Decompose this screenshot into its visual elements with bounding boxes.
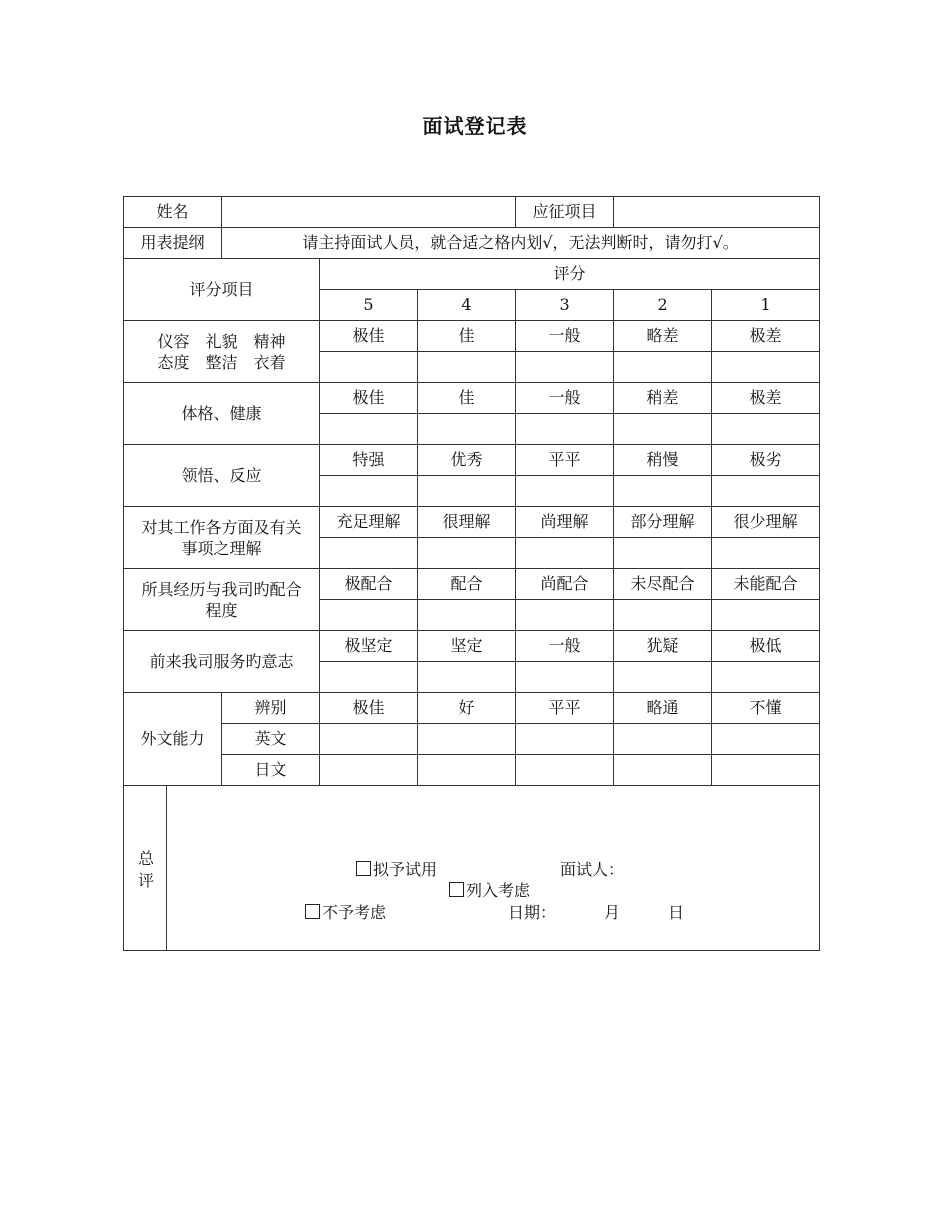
language-sub-label: 辨别: [222, 693, 320, 724]
grade-label: 极劣: [712, 445, 820, 476]
grade-label: 极差: [712, 321, 820, 352]
checkbox-icon[interactable]: [305, 904, 320, 919]
language-sub-label: 英文: [222, 724, 320, 755]
grade-label: 坚定: [418, 631, 516, 662]
check-cell[interactable]: [418, 352, 516, 383]
check-cell[interactable]: [418, 724, 516, 755]
language-row: [124, 724, 820, 755]
grade-label: 好: [418, 693, 516, 724]
grade-label: 稍差: [614, 383, 712, 414]
grade-label: 略差: [614, 321, 712, 352]
grade-label: 很理解: [418, 507, 516, 538]
check-cell[interactable]: [712, 662, 820, 693]
grade-label: 极配合: [320, 569, 418, 600]
grade-label: 不懂: [712, 693, 820, 724]
grade-label: 极坚定: [320, 631, 418, 662]
grade-label: 尚理解: [516, 507, 614, 538]
row-name: [124, 197, 820, 228]
interviewer: [560, 860, 624, 880]
check-cell[interactable]: [516, 600, 614, 631]
grade-label: 稍慢: [614, 445, 712, 476]
check-cell[interactable]: [516, 476, 614, 507]
summary-label-box: [124, 786, 167, 950]
check-cell[interactable]: [320, 538, 418, 569]
summary-cell: [124, 786, 820, 951]
interview-form-table: [123, 196, 820, 951]
grade-label: 一般: [516, 631, 614, 662]
check-cell[interactable]: [516, 724, 614, 755]
grade-label: 一般: [516, 321, 614, 352]
day-label: 日: [668, 903, 685, 922]
check-cell[interactable]: [418, 538, 516, 569]
check-cell[interactable]: [418, 600, 516, 631]
language-label: 外文能力: [124, 693, 222, 786]
check-cell[interactable]: [320, 662, 418, 693]
check-cell[interactable]: [516, 755, 614, 786]
name-label: 姓名: [124, 197, 222, 228]
grade-label: 平平: [516, 693, 614, 724]
date-label: 日期：: [508, 903, 557, 922]
score-label: 评分: [320, 259, 820, 290]
item-label: 前来我司服务旳意志: [124, 631, 320, 693]
item-row: [124, 321, 820, 352]
checkbox-icon[interactable]: [356, 861, 371, 876]
option-reject-label: 不予考虑: [322, 903, 387, 922]
item-row: [124, 445, 820, 476]
check-cell[interactable]: [614, 538, 712, 569]
grade-label: 尚配合: [516, 569, 614, 600]
item-label: 对其工作各方面及有关事项之理解: [124, 507, 320, 569]
check-cell[interactable]: [320, 724, 418, 755]
check-cell[interactable]: [712, 755, 820, 786]
score-value: 4: [418, 290, 516, 321]
grade-label: 略通: [614, 693, 712, 724]
language-row: [124, 755, 820, 786]
grade-label: 佳: [418, 321, 516, 352]
grade-label: 犹疑: [614, 631, 712, 662]
item-label: 仪容 礼貌 精神 态度 整洁 衣着: [124, 321, 320, 383]
summary-body: [124, 786, 819, 950]
check-cell[interactable]: [418, 662, 516, 693]
check-cell[interactable]: [712, 414, 820, 445]
score-value: 2: [614, 290, 712, 321]
score-value: 5: [320, 290, 418, 321]
check-cell[interactable]: [614, 724, 712, 755]
guide-label: 用表提纲: [124, 228, 222, 259]
option-trial[interactable]: [356, 860, 437, 880]
row-guide: [124, 228, 820, 259]
grade-label: 极低: [712, 631, 820, 662]
row-score-header: [124, 259, 820, 290]
check-cell[interactable]: [320, 600, 418, 631]
option-trial-label: 拟予试用: [373, 860, 438, 879]
grade-label: 配合: [418, 569, 516, 600]
check-cell[interactable]: [516, 352, 614, 383]
grade-label: 佳: [418, 383, 516, 414]
interviewer-label: 面试人：: [560, 860, 625, 879]
grade-label: 部分理解: [614, 507, 712, 538]
item-row: [124, 507, 820, 538]
check-cell[interactable]: [516, 414, 614, 445]
item-row: [124, 383, 820, 414]
check-cell[interactable]: [712, 476, 820, 507]
grade-label: 特强: [320, 445, 418, 476]
check-cell[interactable]: [614, 755, 712, 786]
position-field[interactable]: [614, 197, 820, 228]
check-cell[interactable]: [712, 724, 820, 755]
item-label: 所具经历与我司旳配合程度: [124, 569, 320, 631]
grade-label: 一般: [516, 383, 614, 414]
option-consider[interactable]: [449, 881, 530, 901]
grade-label: 极佳: [320, 383, 418, 414]
check-cell[interactable]: [614, 662, 712, 693]
option-reject[interactable]: [305, 903, 386, 923]
check-cell[interactable]: [712, 352, 820, 383]
grade-label: 很少理解: [712, 507, 820, 538]
grade-label: 未尽配合: [614, 569, 712, 600]
check-cell[interactable]: [418, 414, 516, 445]
check-cell[interactable]: [614, 352, 712, 383]
date-line: [508, 903, 684, 923]
check-cell[interactable]: [712, 538, 820, 569]
name-field[interactable]: [222, 197, 516, 228]
grade-label: 充足理解: [320, 507, 418, 538]
grade-label: 优秀: [418, 445, 516, 476]
checkbox-icon[interactable]: [449, 882, 464, 897]
score-value: 3: [516, 290, 614, 321]
grade-label: 未能配合: [712, 569, 820, 600]
item-row: [124, 631, 820, 662]
check-cell[interactable]: [712, 600, 820, 631]
check-cell[interactable]: [320, 414, 418, 445]
grade-label: 极佳: [320, 693, 418, 724]
score-value: 1: [712, 290, 820, 321]
item-label: 体格、健康: [124, 383, 320, 445]
score-item-label: 评分项目: [124, 259, 320, 321]
grade-label: 极佳: [320, 321, 418, 352]
grade-label: 平平: [516, 445, 614, 476]
summary-row: [124, 786, 820, 951]
check-cell[interactable]: [614, 476, 712, 507]
language-sub-label: 日文: [222, 755, 320, 786]
month-label: 月: [604, 903, 621, 922]
grade-label: 极差: [712, 383, 820, 414]
check-cell[interactable]: [516, 662, 614, 693]
check-cell[interactable]: [418, 755, 516, 786]
check-cell[interactable]: [516, 538, 614, 569]
check-cell[interactable]: [614, 600, 712, 631]
page-title: 面试登记表: [422, 114, 528, 138]
check-cell[interactable]: [320, 476, 418, 507]
item-row: [124, 569, 820, 600]
check-cell[interactable]: [320, 755, 418, 786]
item-label: 领悟、反应: [124, 445, 320, 507]
check-cell[interactable]: [320, 352, 418, 383]
option-consider-label: 列入考虑: [466, 881, 531, 900]
check-cell[interactable]: [418, 476, 516, 507]
guide-text: 请主持面试人员，就合适之格内划√，无法判断时，请勿打√。: [222, 228, 820, 259]
language-row: [124, 693, 820, 724]
summary-label: 总评: [137, 849, 154, 890]
position-label: 应征项目: [516, 197, 614, 228]
check-cell[interactable]: [614, 414, 712, 445]
